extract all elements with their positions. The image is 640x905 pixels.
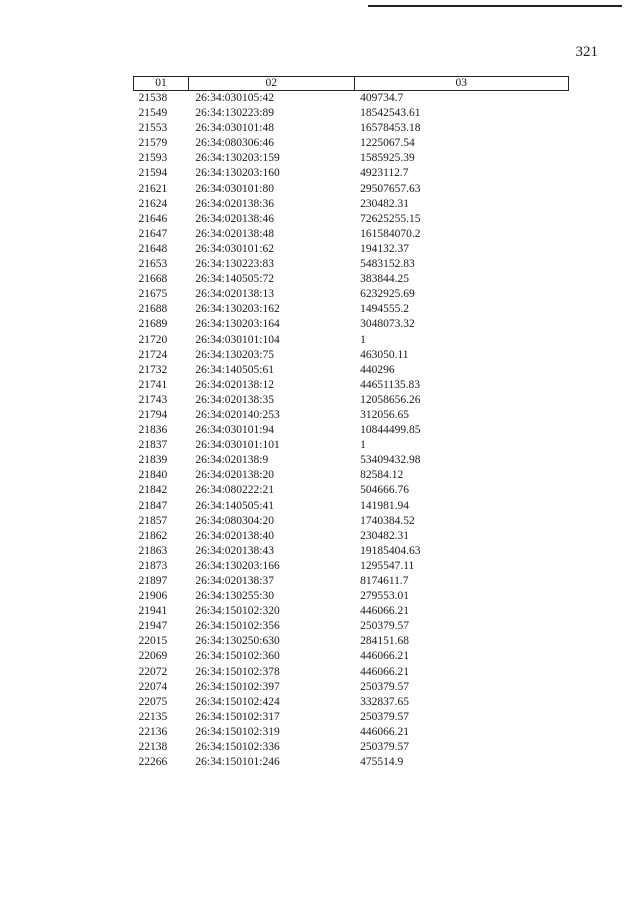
column-header-03: 03 bbox=[354, 77, 568, 91]
table-row bbox=[134, 453, 569, 468]
cell-cadastral-id: 26:34:130203:166 bbox=[195, 559, 280, 572]
cell-number: 21840 bbox=[138, 469, 168, 482]
table-row bbox=[134, 242, 569, 257]
cell-value: 279553.01 bbox=[360, 590, 409, 603]
cell-cadastral-id: 26:34:020138:35 bbox=[195, 393, 274, 406]
cell-value: 16578453.18 bbox=[360, 122, 421, 135]
cell-number: 21847 bbox=[138, 499, 168, 512]
cell-number: 21646 bbox=[138, 212, 168, 225]
cell-cadastral-id: 26:34:020138:43 bbox=[195, 544, 274, 557]
table-row bbox=[134, 166, 569, 181]
cell-value: 409734.7 bbox=[360, 92, 404, 104]
cell-cadastral-id: 26:34:080304:20 bbox=[195, 514, 274, 527]
cell-cadastral-id: 26:34:030101:80 bbox=[195, 182, 274, 195]
cell-cadastral-id: 26:34:130250:630 bbox=[195, 635, 280, 648]
column-header-02: 02 bbox=[188, 77, 354, 91]
cell-cadastral-id: 26:34:020138:9 bbox=[195, 454, 269, 467]
table-row bbox=[134, 438, 569, 453]
cell-value: 1585925.39 bbox=[360, 152, 415, 165]
table-row bbox=[134, 710, 569, 725]
table-row bbox=[134, 665, 569, 680]
cell-value: 250379.57 bbox=[360, 680, 409, 693]
cell-cadastral-id: 26:34:020138:48 bbox=[195, 227, 274, 240]
cell-number: 22075 bbox=[138, 695, 168, 708]
cell-number: 21863 bbox=[138, 544, 168, 557]
table-row bbox=[134, 529, 569, 544]
cell-number: 21647 bbox=[138, 227, 168, 240]
cell-number: 21593 bbox=[138, 152, 168, 165]
cell-number: 21689 bbox=[138, 318, 168, 331]
cell-value: 5483152.83 bbox=[360, 258, 415, 271]
cell-number: 21688 bbox=[138, 303, 168, 316]
cell-cadastral-id: 26:34:140505:41 bbox=[195, 499, 274, 512]
cell-value: 82584.12 bbox=[360, 469, 404, 482]
cell-number: 21553 bbox=[138, 122, 168, 135]
column-header-01: 01 bbox=[134, 77, 189, 91]
cell-value: 230482.31 bbox=[360, 197, 409, 210]
table-row bbox=[134, 559, 569, 574]
table-row bbox=[134, 151, 569, 166]
cell-number: 21794 bbox=[138, 408, 168, 421]
table-row bbox=[134, 544, 569, 559]
table-row bbox=[134, 468, 569, 483]
cell-value: 194132.37 bbox=[360, 242, 409, 255]
table-row bbox=[134, 574, 569, 589]
table-row bbox=[134, 197, 569, 212]
table-row bbox=[134, 317, 569, 332]
cell-cadastral-id: 26:34:030101:104 bbox=[195, 333, 280, 346]
table-row bbox=[134, 604, 569, 619]
cell-number: 21857 bbox=[138, 514, 168, 527]
cell-cadastral-id: 26:34:130203:164 bbox=[195, 318, 280, 331]
cell-cadastral-id: 26:34:130203:75 bbox=[195, 348, 274, 361]
cell-value: 6232925.69 bbox=[360, 288, 415, 301]
table-row bbox=[134, 423, 569, 438]
cell-number: 21839 bbox=[138, 454, 168, 467]
cell-value: 44651135.83 bbox=[360, 378, 421, 391]
cell-value: 8174611.7 bbox=[360, 575, 409, 587]
table-row bbox=[134, 634, 569, 649]
cell-cadastral-id: 26:34:020138:13 bbox=[195, 288, 274, 301]
cell-cadastral-id: 26:34:020138:37 bbox=[195, 575, 274, 587]
cell-value: 53409432.98 bbox=[360, 454, 421, 467]
cell-value: 504666.76 bbox=[360, 484, 409, 497]
cell-value: 1225067.54 bbox=[360, 137, 415, 150]
cell-cadastral-id: 26:34:030105:42 bbox=[195, 92, 274, 104]
table-row bbox=[134, 680, 569, 695]
cell-number: 22069 bbox=[138, 650, 168, 663]
cell-number: 21675 bbox=[138, 288, 168, 301]
cell-cadastral-id: 26:34:020138:36 bbox=[195, 197, 274, 210]
cell-cadastral-id: 26:34:150102:378 bbox=[195, 665, 280, 678]
cell-value: 446066.21 bbox=[360, 725, 409, 738]
table-row bbox=[134, 695, 569, 710]
cell-cadastral-id: 26:34:030101:94 bbox=[195, 424, 274, 437]
cell-cadastral-id: 26:34:080222:21 bbox=[195, 484, 274, 497]
cell-number: 22138 bbox=[138, 741, 168, 754]
cell-cadastral-id: 26:34:020138:12 bbox=[195, 378, 274, 391]
cell-value: 475514.9 bbox=[360, 756, 404, 769]
cell-cadastral-id: 26:34:130203:159 bbox=[195, 152, 280, 165]
table-row bbox=[134, 649, 569, 664]
cell-value: 19185404.63 bbox=[360, 544, 421, 557]
cell-value: 1295547.11 bbox=[360, 559, 415, 572]
table-row bbox=[134, 740, 569, 755]
cell-value: 18542543.61 bbox=[360, 107, 421, 120]
cell-value: 1 bbox=[360, 439, 366, 452]
table-row bbox=[134, 91, 569, 107]
cell-value: 29507657.63 bbox=[360, 182, 421, 195]
cell-number: 21837 bbox=[138, 439, 168, 452]
cell-value: 72625255.15 bbox=[360, 212, 421, 225]
cell-value: 161584070.2 bbox=[360, 227, 421, 240]
cell-cadastral-id: 26:34:020138:20 bbox=[195, 469, 274, 482]
cell-cadastral-id: 26:34:140505:72 bbox=[195, 273, 274, 286]
cell-number: 21720 bbox=[138, 333, 168, 346]
table-body bbox=[134, 91, 569, 771]
cell-number: 22015 bbox=[138, 635, 168, 648]
cell-value: 312056.65 bbox=[360, 408, 409, 421]
cell-cadastral-id: 26:34:150102:317 bbox=[195, 710, 280, 723]
cell-value: 230482.31 bbox=[360, 529, 409, 542]
table-row bbox=[134, 287, 569, 302]
cell-number: 21873 bbox=[138, 559, 168, 572]
cell-cadastral-id: 26:34:150102:320 bbox=[195, 605, 280, 618]
cell-number: 21836 bbox=[138, 424, 168, 437]
cell-number: 21668 bbox=[138, 273, 168, 286]
cell-number: 21741 bbox=[138, 378, 168, 391]
cell-number: 22266 bbox=[138, 756, 168, 769]
table-row bbox=[134, 348, 569, 363]
top-rule bbox=[368, 5, 622, 7]
table-row bbox=[134, 136, 569, 151]
cell-number: 21621 bbox=[138, 182, 168, 195]
cell-number: 21842 bbox=[138, 484, 168, 497]
cell-value: 3048073.32 bbox=[360, 318, 415, 331]
cell-number: 21579 bbox=[138, 137, 168, 150]
cell-number: 21648 bbox=[138, 242, 168, 255]
cell-number: 21653 bbox=[138, 258, 168, 271]
cell-value: 446066.21 bbox=[360, 605, 409, 618]
cell-number: 22135 bbox=[138, 710, 168, 723]
table-row bbox=[134, 499, 569, 514]
cell-number: 22136 bbox=[138, 725, 168, 738]
cell-number: 21743 bbox=[138, 393, 168, 406]
cell-value: 250379.57 bbox=[360, 710, 409, 723]
cell-cadastral-id: 26:34:030101:62 bbox=[195, 242, 274, 255]
cell-number: 21594 bbox=[138, 167, 168, 180]
cell-cadastral-id: 26:34:020138:46 bbox=[195, 212, 274, 225]
cell-cadastral-id: 26:34:030101:48 bbox=[195, 122, 274, 135]
cell-value: 250379.57 bbox=[360, 741, 409, 754]
cell-value: 1494555.2 bbox=[360, 303, 409, 316]
cell-cadastral-id: 26:34:150102:424 bbox=[195, 695, 280, 708]
cell-value: 4923112.7 bbox=[360, 167, 409, 180]
table-row bbox=[134, 182, 569, 197]
table-row bbox=[134, 378, 569, 393]
cell-value: 12058656.26 bbox=[360, 393, 421, 406]
cell-cadastral-id: 26:34:130223:89 bbox=[195, 107, 274, 120]
cell-cadastral-id: 26:34:030101:101 bbox=[195, 439, 280, 452]
cell-cadastral-id: 26:34:130255:30 bbox=[195, 590, 274, 603]
table-row bbox=[134, 272, 569, 287]
table-row bbox=[134, 121, 569, 136]
cell-number: 21549 bbox=[138, 107, 168, 120]
cell-value: 10844499.85 bbox=[360, 424, 421, 437]
cell-value: 332837.65 bbox=[360, 695, 409, 708]
cell-value: 446066.21 bbox=[360, 665, 409, 678]
table-row bbox=[134, 212, 569, 227]
cell-cadastral-id: 26:34:140505:61 bbox=[195, 363, 274, 376]
cell-cadastral-id: 26:34:150102:319 bbox=[195, 725, 280, 738]
cell-value: 463050.11 bbox=[360, 348, 409, 361]
cell-cadastral-id: 26:34:020140:253 bbox=[195, 408, 280, 421]
cell-cadastral-id: 26:34:080306:46 bbox=[195, 137, 274, 150]
cell-number: 21862 bbox=[138, 529, 168, 542]
table-row bbox=[134, 619, 569, 634]
cell-value: 284151.68 bbox=[360, 635, 409, 648]
cell-cadastral-id: 26:34:020138:40 bbox=[195, 529, 274, 542]
cell-cadastral-id: 26:34:150102:397 bbox=[195, 680, 280, 693]
data-table bbox=[133, 76, 569, 770]
table-row bbox=[134, 257, 569, 272]
cell-number: 21947 bbox=[138, 620, 168, 633]
cell-number: 22072 bbox=[138, 665, 168, 678]
cell-value: 141981.94 bbox=[360, 499, 409, 512]
cell-cadastral-id: 26:34:150101:246 bbox=[195, 756, 280, 769]
table-row bbox=[134, 363, 569, 378]
table-header-row bbox=[134, 77, 569, 91]
cell-number: 21724 bbox=[138, 348, 168, 361]
table-row bbox=[134, 106, 569, 121]
table-row bbox=[134, 725, 569, 740]
cell-value: 1 bbox=[360, 333, 366, 346]
cell-number: 21906 bbox=[138, 590, 168, 603]
cell-cadastral-id: 26:34:150102:356 bbox=[195, 620, 280, 633]
table-row bbox=[134, 393, 569, 408]
cell-number: 21897 bbox=[138, 575, 168, 587]
cell-cadastral-id: 26:34:130203:162 bbox=[195, 303, 280, 316]
cell-cadastral-id: 26:34:150102:336 bbox=[195, 741, 280, 754]
cell-value: 250379.57 bbox=[360, 620, 409, 633]
cell-value: 383844.25 bbox=[360, 273, 409, 286]
table-row bbox=[134, 514, 569, 529]
cell-number: 21732 bbox=[138, 363, 168, 376]
cell-number: 22074 bbox=[138, 680, 168, 693]
page-number: 321 bbox=[575, 44, 598, 60]
cell-number: 21941 bbox=[138, 605, 168, 618]
cell-value: 1740384.52 bbox=[360, 514, 415, 527]
cell-cadastral-id: 26:34:130223:83 bbox=[195, 258, 274, 271]
table-row bbox=[134, 227, 569, 242]
table-row bbox=[134, 589, 569, 604]
table-row bbox=[134, 483, 569, 498]
table-row bbox=[134, 333, 569, 348]
cell-value: 446066.21 bbox=[360, 650, 409, 663]
cell-number: 21624 bbox=[138, 197, 168, 210]
cell-cadastral-id: 26:34:130203:160 bbox=[195, 167, 280, 180]
cell-number: 21538 bbox=[138, 92, 168, 104]
table-row bbox=[134, 408, 569, 423]
table-row bbox=[134, 755, 569, 770]
cell-cadastral-id: 26:34:150102:360 bbox=[195, 650, 280, 663]
table-row bbox=[134, 302, 569, 317]
cell-value: 440296 bbox=[360, 363, 395, 376]
